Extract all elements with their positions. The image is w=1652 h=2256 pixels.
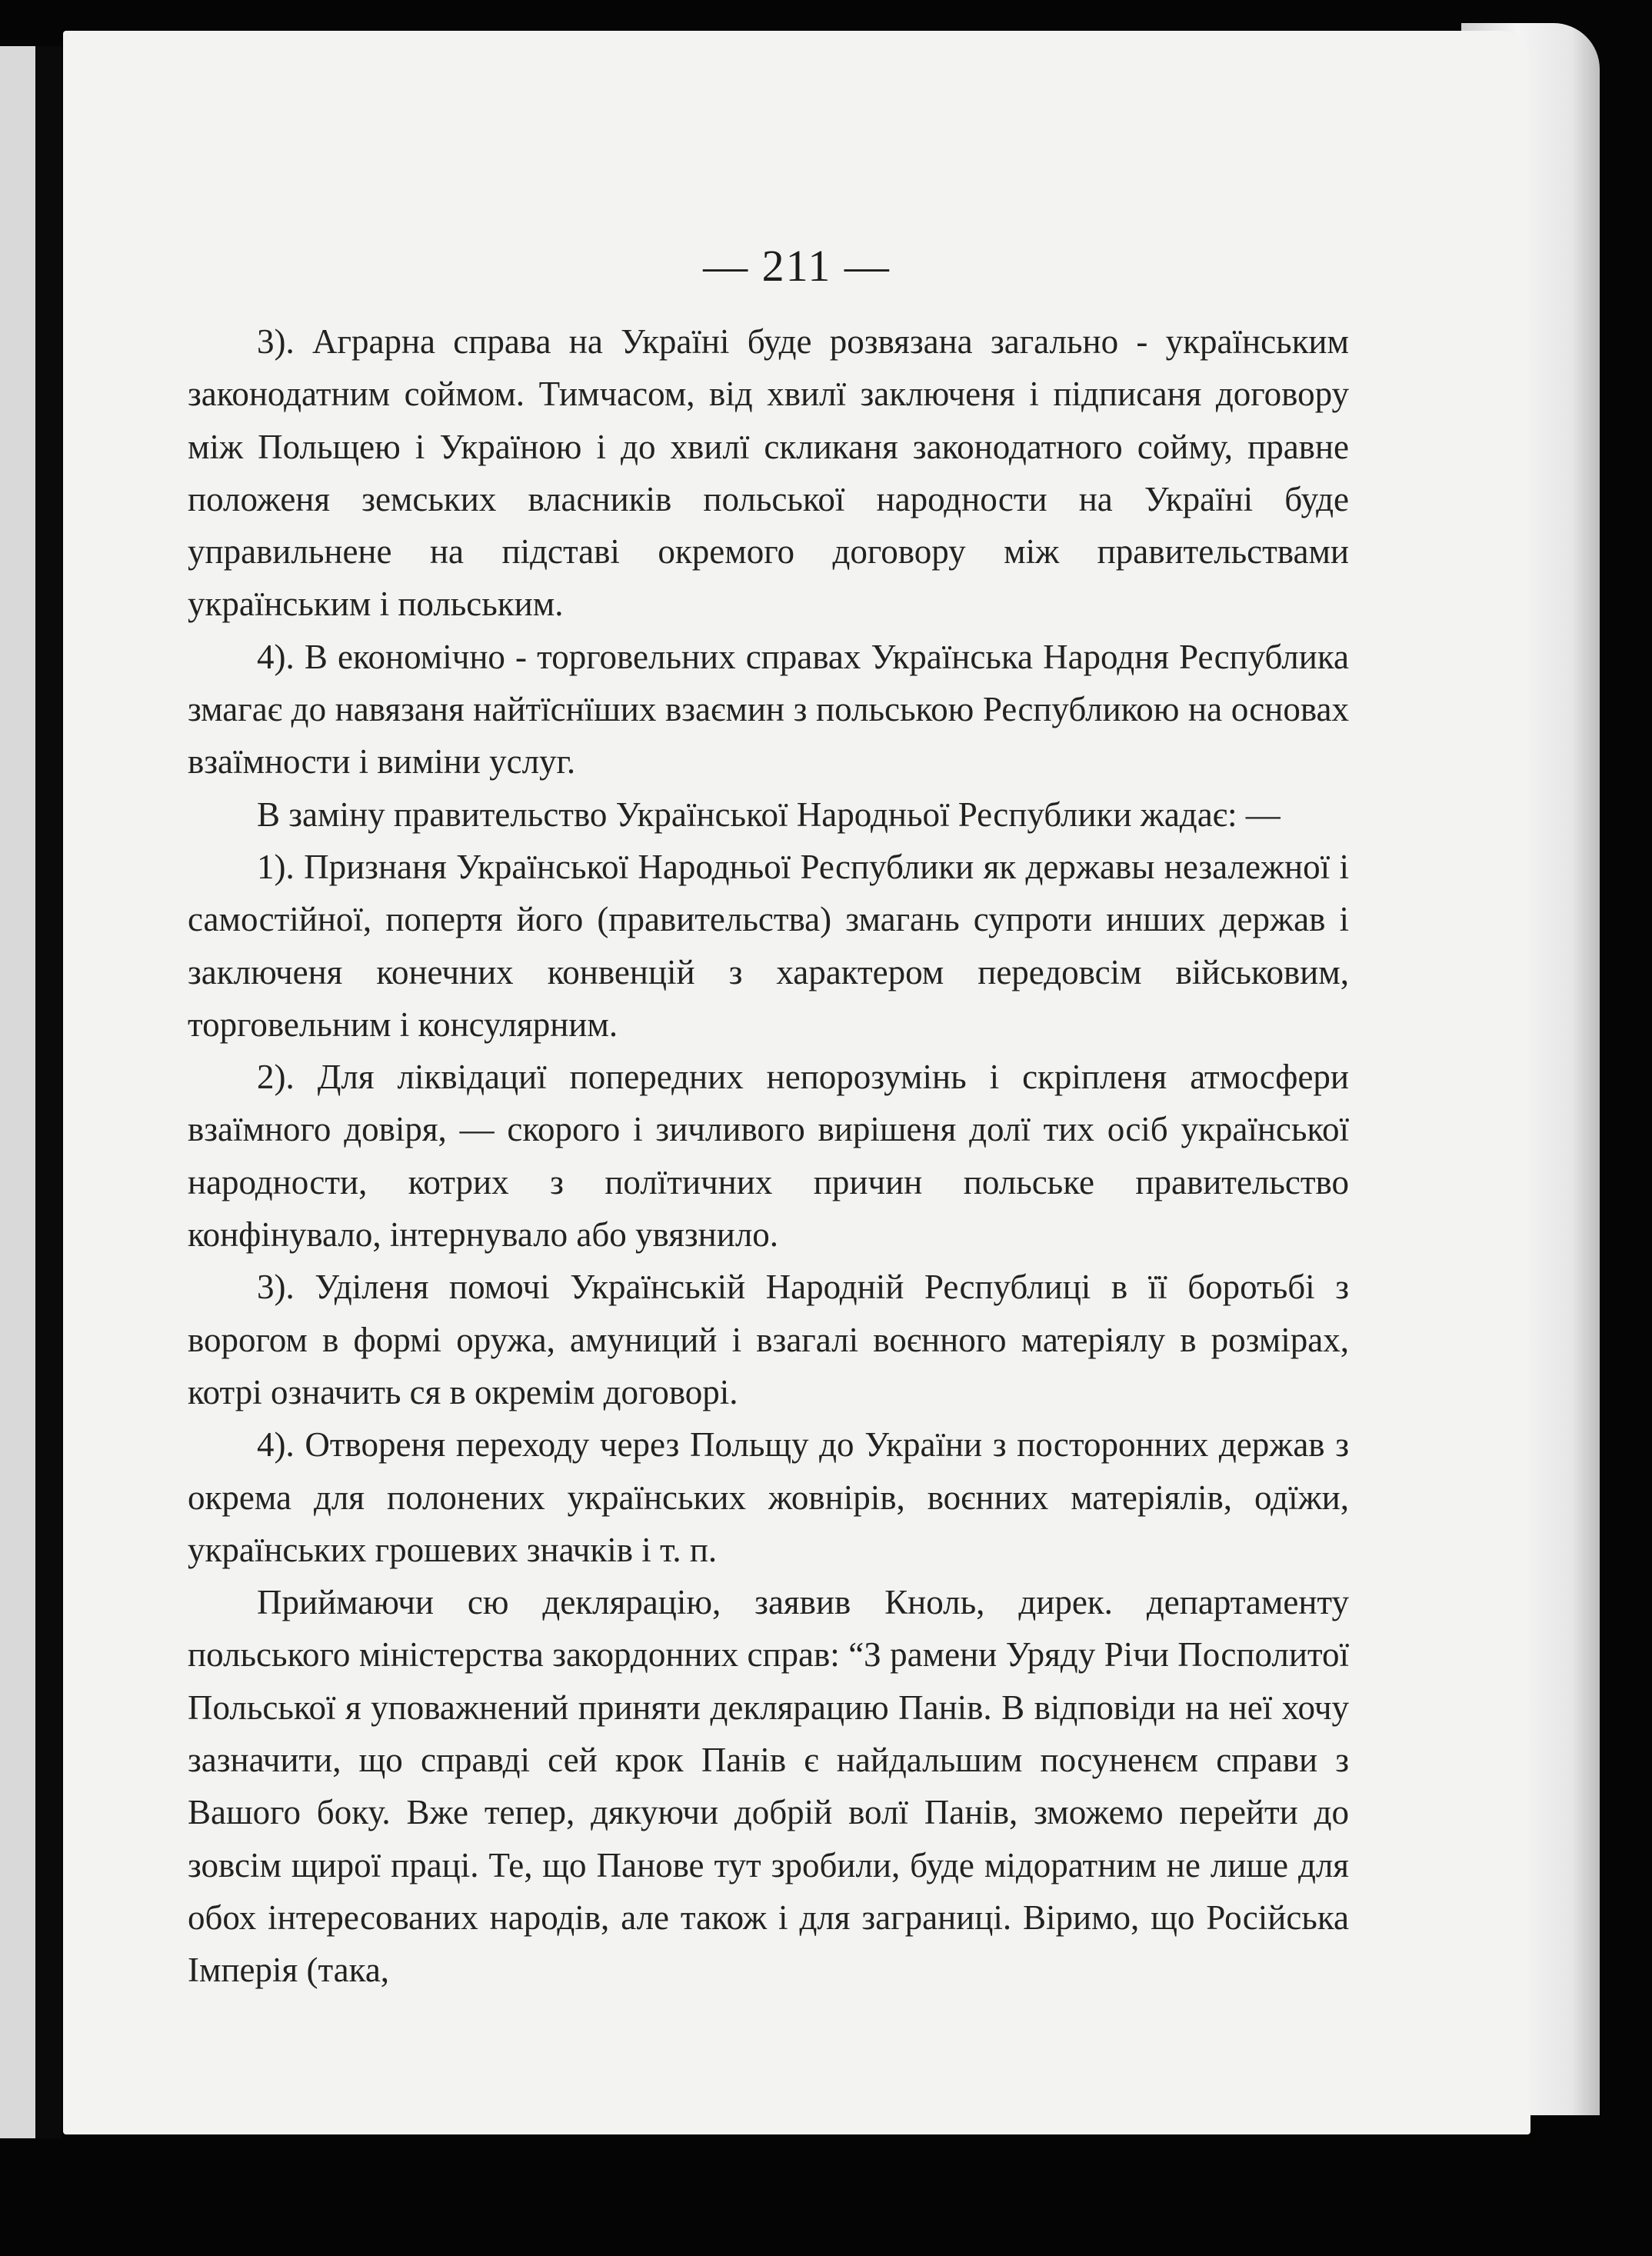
- book-page: [63, 31, 1530, 2134]
- adjacent-page-edge: [0, 46, 35, 2138]
- paragraph-knoll-reply: Приймаючи сю декляpацію, заявив Кноль, дирек. департаменту польського міністерства закордонних справ: “З рамени Уряду Річи Посполитої Польської я уповажнений приняти декляpацию Панів. В відповіди на неї хочу зазначити, що справді сей крок Панів є найдальшим посуненєм справи з Вашого боку. Вже тепер, дякуючи добрій волї Панів, зможемо перейти до зовсім щирої праці. Те, що Панове тут зробили, буде мідоратним не лише для обох інтересованих народів, але також і для заграниці. Віримо, що Російська Імперія (така,: [188, 1583, 1349, 1990]
- paragraph-agrarian: 3). Аграрна справа на Україні буде розвязана загально - українським законодатним соймом. Тимчасом, від хвилї заключеня і підписаня договору між Польщею і Україною і до хвилї скликаня законодатного сойму, правне положеня земських власників польської народности на Україні буде управильнене на підставі окремого договору між правительствами українським і польським.: [188, 322, 1349, 624]
- paragraph-demand-1: 1). Признаня Української Народньої Республики як державы незалежної і самостійної, попертя його (правительства) змагань супроти инших держав і заключеня конечних конвенцій з характером передовсім військовим, торговельним і консулярним.: [188, 847, 1349, 1044]
- paragraph-demand-2: 2). Для ліквідациї попередних непорозумінь і скріпленя атмосфери взаїмного довіря, — скорого і зичливого вирішеня долї тих осіб української народности, котрих з полїтичних причин польське правительство конфінувало, інтернувало або увязнило.: [188, 1058, 1349, 1255]
- paragraph-demand-4: 4). Отвореня переходу через Польщу до України з посторонних держав з окрема для полонених українських жовнірів, воєнних матеріялів, одїжи, українських грошевих значків і т. п.: [188, 1425, 1349, 1569]
- paragraph-demands-intro: В заміну правительство Української Народньої Республики жадає: —: [257, 795, 1281, 834]
- page-body: [188, 315, 1349, 1997]
- paragraph-economic: 4). В економічно - торговельних справах Українська Народня Республика змагає до навязаня найтїснїших взаємин з польською Республикою на основах взаїмности і виміни услуг.: [188, 637, 1349, 781]
- paragraph-demand-3: 3). Уділеня помочі Українській Народній Республиці в її боротьбі з ворогом в формі оружа, амуниций і взагалі воєнного матеріялу в розмірах, котрі означить ся в окремім договорі.: [188, 1268, 1349, 1411]
- page-number: — 211 —: [703, 241, 891, 291]
- book-gutter: [35, 46, 62, 2138]
